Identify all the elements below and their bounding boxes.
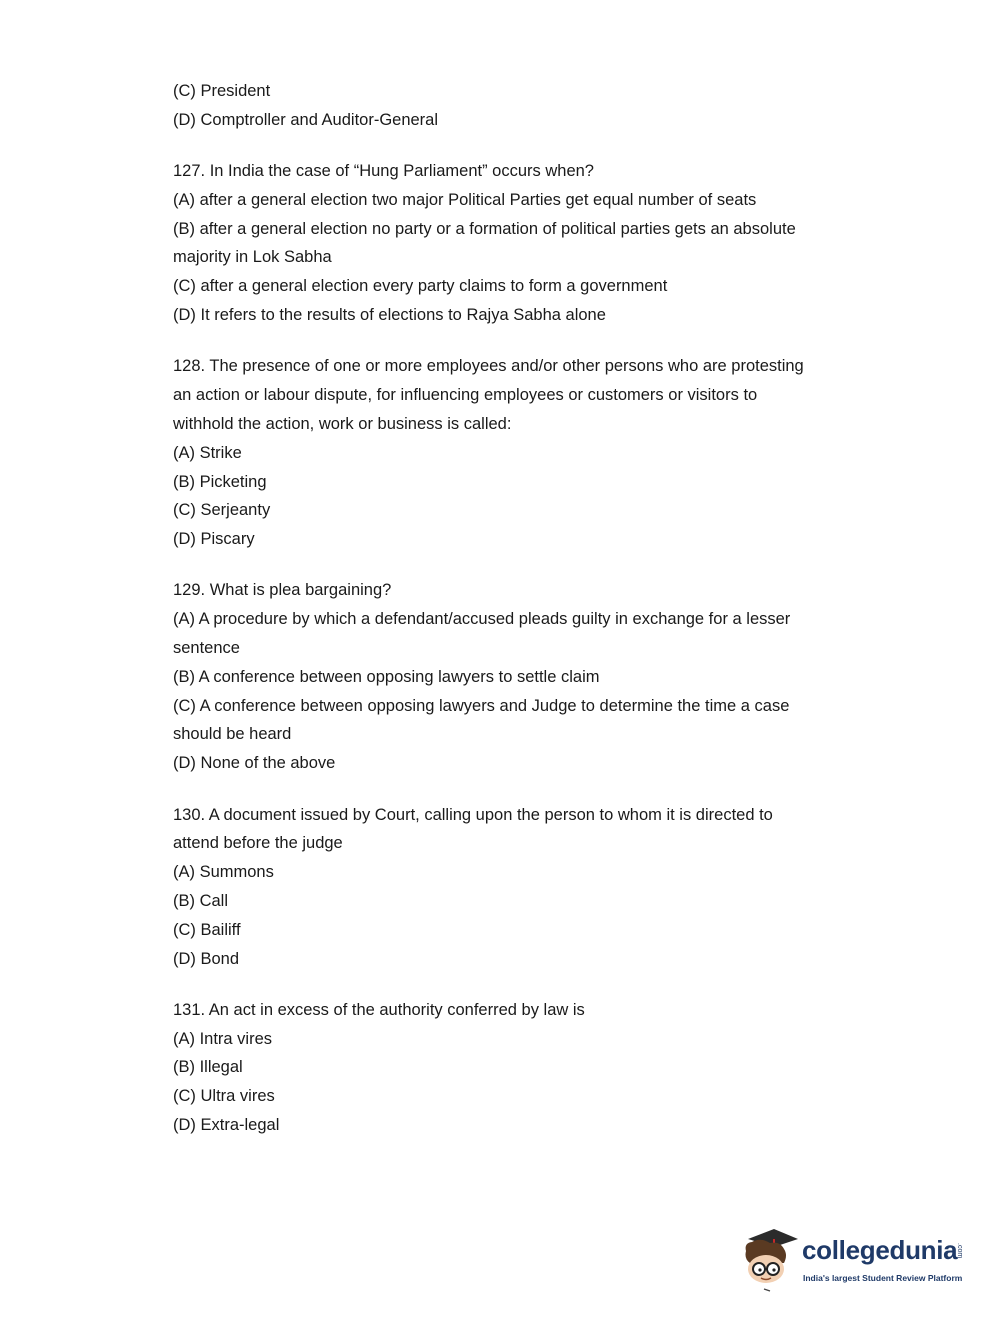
question-text: withhold the action, work or business is called: [173, 414, 512, 433]
option-line: (D) It refers to the results of elections to Rajya Sabha alone [173, 306, 606, 325]
logo-tagline: India's largest Student Review Platform [803, 1273, 963, 1283]
option-line: (C) Serjeanty [173, 501, 271, 520]
logo-wordmark: collegedunia [802, 1235, 958, 1265]
option-line: (D) Bond [173, 949, 240, 968]
option-line: (B) after a general election no party or a formation of political parties gets an absolute [173, 219, 796, 238]
student-mascot-icon [740, 1225, 800, 1295]
collegedunia-logo [740, 1225, 980, 1295]
option-line: (A) after a general election two major Political Parties get equal number of seats [173, 190, 757, 209]
option-line: (C) Bailiff [173, 920, 241, 939]
option-line: should be heard [173, 725, 292, 744]
option-line: (C) after a general election every party claims to form a government [173, 277, 668, 296]
question-129 [173, 576, 833, 778]
question-text: 130. A document issued by Court, calling upon the person to whom it is directed to [173, 805, 773, 824]
option-line: (B) A conference between opposing lawyers to settle claim [173, 667, 600, 686]
option-line: sentence [173, 639, 240, 658]
option-line: (B) Picketing [173, 472, 267, 491]
question-131 [173, 996, 833, 1140]
question-page [173, 77, 833, 1162]
option-line: (D) None of the above [173, 754, 336, 773]
question-128 [173, 352, 833, 554]
question-126-tail [173, 77, 833, 135]
question-text: 129. What is plea bargaining? [173, 581, 392, 600]
question-text: 128. The presence of one or more employees and/or other persons who are protesting [173, 357, 804, 376]
option-line: (B) Call [173, 891, 229, 910]
option-line: (A) A procedure by which a defendant/accused pleads guilty in exchange for a lesser [173, 610, 791, 629]
question-127 [173, 157, 833, 330]
question-text: an action or labour dispute, for influencing employees or customers or visitors to [173, 386, 758, 405]
option-line: (A) Strike [173, 443, 242, 462]
option-line: (C) A conference between opposing lawyers and Judge to determine the time a case [173, 696, 790, 715]
option-line: (A) Intra vires [173, 1029, 273, 1048]
option-line: (D) Extra-legal [173, 1116, 280, 1134]
option-line: (C) President [173, 82, 271, 100]
question-text: 127. In India the case of “Hung Parliament” occurs when? [173, 162, 594, 181]
question-130 [173, 801, 833, 974]
question-text: attend before the judge [173, 834, 343, 853]
option-line: (D) Comptroller and Auditor-General [173, 110, 439, 129]
option-line: majority in Lok Sabha [173, 248, 332, 267]
option-line: (A) Summons [173, 863, 274, 882]
option-line: (D) Piscary [173, 530, 255, 549]
question-text: 131. An act in excess of the authority conferred by law is [173, 1000, 585, 1019]
option-line: (C) Ultra vires [173, 1087, 275, 1106]
logo-domain-suffix: .com [956, 1243, 963, 1259]
option-line: (B) Illegal [173, 1058, 243, 1077]
